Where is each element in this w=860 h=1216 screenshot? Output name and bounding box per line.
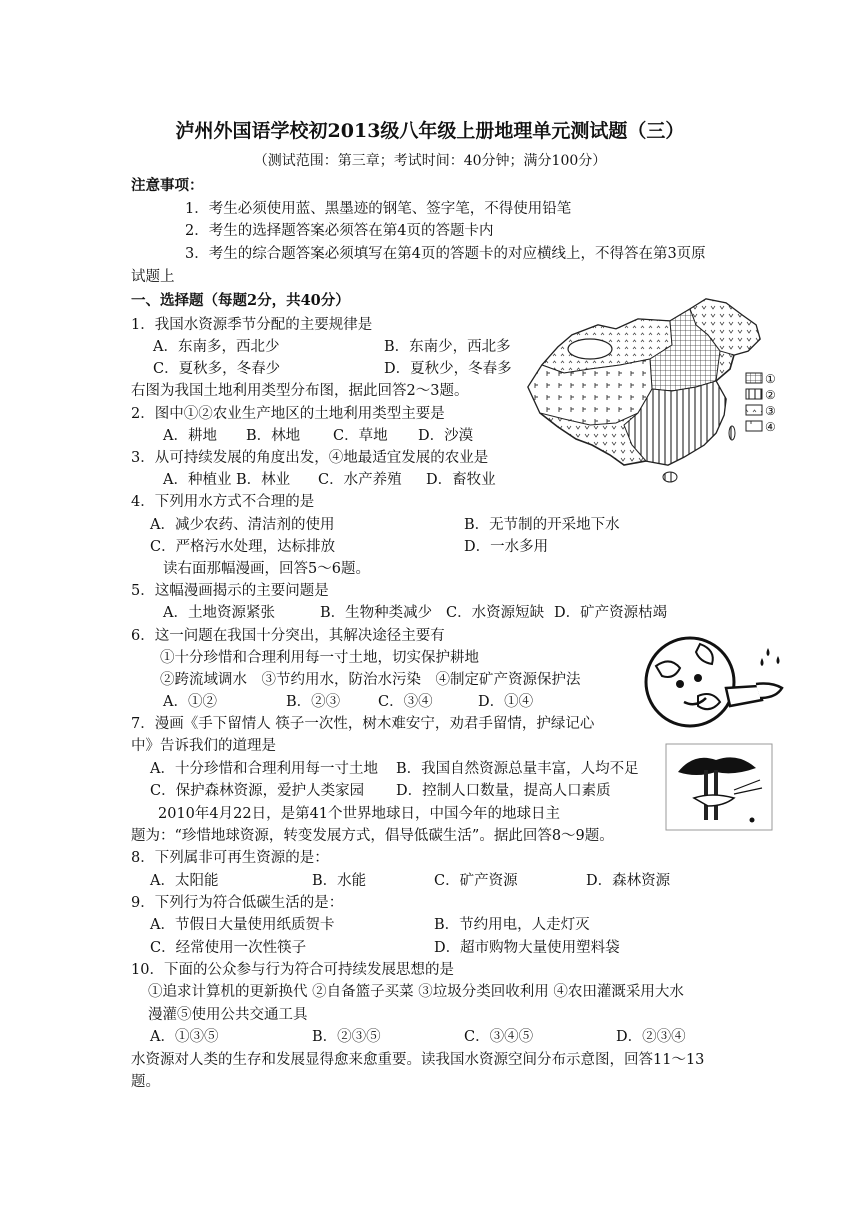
land-use-map-figure	[520, 295, 782, 490]
option: D．矿产资源枯竭	[554, 605, 668, 621]
option: C．③④	[378, 694, 433, 710]
intro-text: 右图为我国土地利用类型分布图，据此回答2～3题。	[131, 383, 469, 399]
question-stem: 10．下面的公众参与行为符合可持续发展思想的是	[131, 962, 454, 978]
option: A．土地资源紧张	[163, 605, 275, 621]
question-stem: 2．图中①②农业生产地区的土地利用类型主要是	[131, 406, 445, 422]
section-heading: 一、选择题（每题2分，共40分）	[131, 292, 350, 309]
option: C．严格污水处理，达标排放	[150, 539, 336, 555]
option: A．减少农药、清洁剂的使用	[150, 517, 335, 533]
option: B．生物种类减少	[320, 605, 433, 621]
page-title: 泸州外国语学校初2013级八年级上册地理单元测试题（三）	[175, 120, 685, 142]
question-stem: 5．这幅漫画揭示的主要问题是	[131, 583, 329, 599]
option: D．①④	[478, 694, 534, 710]
option: C．草地	[333, 428, 388, 444]
question-stem: 4．下列用水方式不合理的是	[131, 494, 315, 510]
map-legend-label: ③	[765, 404, 776, 418]
note-item: 试题上	[131, 269, 175, 285]
option: A．①②	[163, 694, 217, 710]
option: B．林业	[236, 472, 291, 488]
question-stem: 3．从可持续发展的角度出发，④地最适宜发展的农业是	[131, 450, 489, 466]
option: B．②③⑤	[312, 1029, 381, 1045]
question-stem: 9．下列行为符合低碳生活的是：	[131, 895, 344, 911]
option: B．林地	[246, 428, 301, 444]
option: A．①③⑤	[150, 1029, 219, 1045]
question-stem: 中》告诉我们的道理是	[131, 738, 276, 754]
option: A．东南多，西北少	[153, 339, 280, 355]
option: B．无节制的开采地下水	[464, 517, 620, 533]
option: D．控制人口数量，提高人口素质	[396, 783, 611, 799]
note-item: 1．考生必须使用蓝、黑墨迹的钢笔、签字笔，不得使用铅笔	[185, 201, 572, 217]
intro-text: 2010年4月22日，是第41个世界地球日，中国今年的地球日主	[158, 806, 561, 822]
option: A．十分珍惜和合理利用每一寸土地	[150, 761, 378, 777]
option: C．夏秋多，冬春少	[153, 361, 281, 377]
tree-chopsticks-icon	[664, 742, 774, 832]
intro-text: 水资源对人类的生存和发展显得愈来愈重要。读我国水资源空间分布示意图，回答11～13	[131, 1052, 705, 1068]
intro-text: 读右面那幅漫画，回答5～6题。	[163, 561, 370, 577]
option: C．矿产资源	[434, 873, 518, 889]
option: D．②③④	[616, 1029, 686, 1045]
option: B．东南少，西北多	[384, 339, 511, 355]
option: A．太阳能	[150, 873, 219, 889]
option: C．保护森林资源，爱护人类家园	[150, 783, 365, 799]
option: D．超市购物大量使用塑料袋	[434, 940, 620, 956]
option: C．水产养殖	[318, 472, 402, 488]
earth-drinking-icon	[640, 626, 790, 734]
question-stem: 6．这一问题在我国十分突出，其解决途径主要有	[131, 628, 445, 644]
option: C．水资源短缺	[446, 605, 545, 621]
option: B．节约用电，人走灯灭	[434, 917, 590, 933]
option: ②跨流域调水 ③节约用水，防治水污染 ④制定矿产资源保护法	[160, 672, 581, 688]
option: D．沙漠	[418, 428, 474, 444]
option: C．③④⑤	[464, 1029, 534, 1045]
option: D．畜牧业	[426, 472, 496, 488]
chopstick-tree-figure	[664, 742, 774, 832]
option: C．经常使用一次性筷子	[150, 940, 307, 956]
intro-text: 题为：“珍惜地球资源，转变发展方式，倡导低碳生活”。据此回答8～9题。	[131, 828, 614, 844]
question-stem: 7．漫画《手下留情人 筷子一次性，树木难安宁，劝君手留情，护绿记心	[131, 716, 595, 732]
option: A．耕地	[163, 428, 217, 444]
intro-text: 题。	[131, 1074, 160, 1090]
map-legend-label: ②	[765, 388, 776, 402]
option: B．②③	[286, 694, 341, 710]
question-stem: 8．下列属非可再生资源的是：	[131, 850, 329, 866]
option: A．节假日大量使用纸质贺卡	[150, 917, 335, 933]
option: 漫灌⑤使用公共交通工具	[148, 1007, 308, 1023]
water-cartoon-figure	[640, 626, 790, 734]
option: ①追求计算机的更新换代 ②自备篮子买菜 ③垃圾分类回收利用 ④农田灌溉采用大水	[148, 984, 684, 1000]
option: D．森林资源	[586, 873, 671, 889]
option: B．我国自然资源总量丰富，人均不足	[396, 761, 639, 777]
map-legend-label: ④	[765, 420, 776, 434]
question-stem: 1．我国水资源季节分配的主要规律是	[131, 317, 373, 333]
option: A．种植业	[163, 472, 232, 488]
note-item: 2．考生的选择题答案必须答在第4页的答题卡内	[185, 223, 494, 239]
china-map-icon	[520, 295, 782, 490]
page-subtitle: （测试范围：第三章；考试时间：40分钟；满分100分）	[253, 153, 607, 169]
option: D．一水多用	[464, 539, 549, 555]
option: B．水能	[312, 873, 367, 889]
note-item: 3．考生的综合题答案必须填写在第4页的答题卡的对应横线上，不得答在第3页原	[185, 246, 706, 262]
option: ①十分珍惜和合理利用每一寸土地，切实保护耕地	[160, 650, 479, 666]
notes-heading: 注意事项：	[131, 177, 204, 194]
map-legend-label: ①	[765, 372, 776, 386]
option: D．夏秋少，冬春多	[384, 361, 512, 377]
